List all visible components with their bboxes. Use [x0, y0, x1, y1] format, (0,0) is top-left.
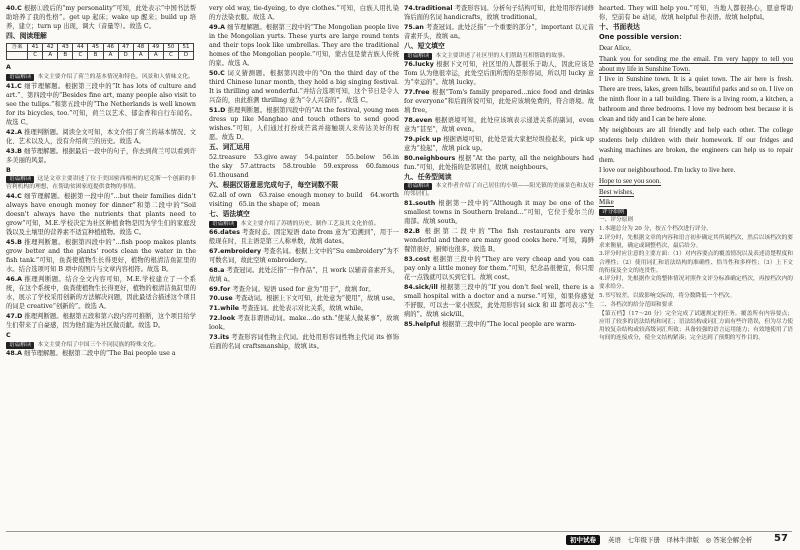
answer-explanation	[404, 283, 594, 319]
question-number: 85.helpful	[404, 320, 440, 328]
sample-letter-line	[599, 176, 793, 186]
passage-intro	[599, 208, 793, 216]
text-content: 考查冠词。此处泛指“一件作品”，且 work 以辅音音素开头，故填 a。	[209, 266, 399, 283]
text-content: 根据“At the party, all the neighbours had fun.”可知，此处指的是邻居们，故填 neighbours。	[404, 154, 594, 171]
question-number: 76.lucky	[404, 61, 434, 69]
text-content: 根据语境可知，此处是说大家把垃圾捡起来，pick up 意为“捡起”，故填 pick up。	[404, 135, 594, 152]
answer-explanation	[209, 314, 399, 332]
question-number: 72.look	[209, 314, 236, 322]
text-content: My neighbours are all friendly and help each other. The college students help children with their homework. If our fridges and washing machines are broken, the engineers can help us to repair them.	[599, 125, 793, 164]
scoring-note	[599, 234, 793, 250]
answer-explanation	[209, 228, 399, 246]
answer-table-cell: 51	[178, 44, 193, 52]
text-content: 推理判断题。根据第五段和第六段内容可推断，这个项目给学生们带来了自豪感，因为他们能为社区做贡献。故选 D。	[6, 312, 196, 330]
question-number: 82.B	[404, 227, 420, 235]
sample-letter-line	[599, 125, 793, 165]
question-number: 83.cost	[404, 255, 430, 263]
sample-letter-line	[599, 197, 793, 207]
scoring-note	[599, 310, 793, 342]
text-content: 推理判断题。阅读全文可知，本文介绍了荷兰的基本情况、文化、艺术以及人，没有介绍荷兰的历史。故选 A。	[6, 128, 196, 145]
sample-letter-line	[599, 165, 793, 175]
passage-intro	[404, 182, 594, 198]
text-content: I love our neighbourhood. I'm lucky to live here.	[599, 166, 736, 175]
answer-explanation	[6, 349, 196, 358]
question-number: 46.A	[6, 276, 23, 283]
text-content: 五、词汇运用	[209, 143, 250, 152]
question-number: 66.dates	[209, 229, 240, 237]
text-content: 细节理解题。根据第三段中的“The Mongolian people live in the Mongolian yurts. These yurts are large round tents and their tops look like umbrellas. They are the traditional homes of the Mongolian people.”可知，蒙古包是蒙古族人传统的家。故选 A。	[209, 23, 399, 68]
answer-table-cell: A	[43, 52, 58, 60]
question-number: 80.neighbours	[404, 154, 456, 162]
question-number: 84.sick/ill	[404, 283, 438, 291]
scoring-note	[599, 250, 793, 274]
section-heading	[209, 181, 399, 190]
answer-explanation	[6, 238, 196, 274]
section-tag: 语篇解读	[6, 176, 34, 183]
text-content: 1.本题总分为 20 分，按五个档次进行评分。	[599, 226, 712, 232]
section-heading	[404, 42, 594, 51]
answer-table-cell: 44	[73, 44, 88, 52]
text-content: 根据第三段中的“The local people are warm-	[441, 320, 577, 328]
answer-explanation	[209, 285, 399, 294]
question-number: 42.A	[6, 128, 23, 136]
question-number: 75.an	[404, 23, 424, 31]
answer-explanation	[404, 135, 594, 153]
answer-table-cell: 答案	[7, 44, 28, 52]
scoring-note	[599, 225, 793, 233]
text-content: Dear Alice,	[599, 43, 631, 52]
question-number: 70.use	[209, 295, 233, 303]
text-content: 根据第三段中的“They are very cheap and you can pay only a little money for them.”可知，纪念品很便宜，你只需花一点钱就可以买到它们。故填 cost。	[404, 255, 594, 281]
passage-letter	[6, 166, 196, 175]
answer-table-cell: A	[133, 52, 148, 60]
text-content: 考查形容词性物主代词。此处用形容词性物主代词 its 修饰后面的名词 craftsmanship，故填 its。	[209, 333, 399, 350]
passage-intro	[6, 73, 196, 81]
text-content: 细节理解题。根据第一段中的“...but their families didn't always have enough money for dinner”和第二段中的“Soil doesn't always have the nutrients that plants need to grow”可知，M.E.学校决定为社区种植食物是因为学生们的家庭没钱以及土壤里的营养素不适宜种植植物。故选 C。	[6, 192, 196, 237]
page-footer	[0, 530, 800, 548]
text-content: 本文主要介绍了荷兰的基本情况和特色，风景和人情味文化。	[37, 74, 194, 81]
text-content: 52.treasure 53.give away 54.painter 55.below 56.in the sky 57.attracts 58.trouble 59.express 60.famous 61.thousand	[209, 153, 406, 180]
text-content: 根据第三段中的“If you don't feel well, there is a small hospital with a doctor and a nurse.”可知，如果你感觉不舒服，可以去一家小医院，此处用形容词 sick 和 ill 都可表示“生病的”。故填 sick/ill。	[404, 283, 594, 318]
section-heading	[599, 33, 793, 42]
question-number: 40.C	[6, 5, 22, 12]
text-content: 细节理解题。根据第三段中的“It has lots of culture and art.”、第四段中的“Besides fine art, many people also visit to see the tulips.”和第五段中的“The Netherlands is well known for its bicycles, too.”可知，荷兰以艺术、郁金香和自行车闻名。故选 C。	[6, 82, 196, 127]
text-content: 词义猜测题。根据第四段中的“On the third day of the third Chinese lunar month, they hold a big singing festival. It is thrilling and wonderful.”并结合选项可知，这个节日是令人兴奋的，由此推测 thrilling 意为“令人兴奋的”。故选 C。	[209, 69, 399, 105]
question-number: 51.D	[209, 106, 226, 114]
text-content: 考查非谓语动词。make...do sth.“使某人做某事”，故填 look。	[209, 314, 399, 331]
answer-table-cell: C	[73, 52, 88, 60]
answer-explanation	[209, 153, 406, 180]
answer-table	[6, 43, 194, 60]
text-content: 一、评分原则	[599, 217, 634, 224]
answer-explanation	[6, 275, 196, 311]
text-content: 4.评分时，先根据作文的整体情况对照作文评分标准确定档次，再按档次内的要求给分。	[599, 276, 793, 291]
sample-letter-line	[599, 54, 793, 74]
question-number: 43.B	[6, 147, 22, 155]
section-heading	[209, 143, 399, 152]
question-number: 73.its	[209, 333, 230, 341]
text-content: 考查连词。此处表示对比关系，故填 while。	[241, 305, 368, 313]
text-content: 考查时态。固定短语 date from 意为“追溯到”，用于一般现在时，且主语是第三人称单数，故填 dates。	[209, 229, 399, 246]
answer-explanation	[404, 199, 594, 226]
text-content: 根据下文可知，社区里的人都很乐于助人，因此应该是 Tom 认为他很幸运，此处空后面所需的是形容词，所以用 lucky 意为“幸运的”。故填 lucky。	[404, 61, 594, 87]
question-number: 69.for	[209, 285, 231, 293]
answer-explanation	[209, 69, 399, 105]
answer-table-cell: A	[148, 52, 163, 60]
scoring-note	[599, 275, 793, 291]
answer-explanation	[209, 191, 399, 209]
question-number: 81.south	[404, 200, 436, 208]
text-content: 考查介词。短语 used for 意为“用于”，故填 for。	[232, 285, 375, 293]
sample-letter-line	[599, 43, 793, 53]
section-heading	[599, 23, 793, 32]
answer-explanation	[6, 312, 196, 330]
question-number: 79.pick up	[404, 135, 441, 143]
answer-table-cell: D	[118, 52, 133, 60]
answer-table-cell: 43	[58, 44, 73, 52]
scoring-note	[599, 216, 793, 224]
scoring-note	[599, 292, 793, 300]
text-content: 本文主要介绍了中国三个不同民族的特殊文化。	[37, 341, 160, 348]
passage-intro	[404, 52, 594, 60]
question-number: 49.A	[209, 23, 226, 31]
answer-table-cell: 41	[28, 44, 43, 52]
section-tag: 语篇解读	[6, 74, 34, 81]
section-heading	[6, 32, 196, 41]
answer-table-cell: C	[28, 52, 43, 60]
text-content: 考查名词。根据上文中的“Su embroidery”为不可数名词，故此空填 embroidery。	[209, 248, 399, 265]
question-number: 48.A	[6, 350, 23, 358]
text-content: One possible version：	[599, 33, 686, 42]
text-content: 十、书面表达	[599, 23, 640, 32]
answer-explanation	[404, 154, 594, 172]
answer-table-cell: B	[88, 52, 103, 60]
text-content: 3.评分时应注意的主要方面：（1）对内容要点的覆盖情况以及表述清楚程度和合理性；（2）使用词汇和语法结构的准确性、恰当性和多样性；（3）上下文的衔接及全文的连贯性。	[599, 251, 793, 274]
text-content: hearted. They will help you.”可知，当地人都很热心，愿意帮助你，空前有 be 动词，故填 helpful 作表语。故填 helpful。	[599, 5, 793, 22]
text-content: 这是文章主要讲述了位于美国密西根州的尼克斯一个创新的非营利机构的理想，在帮助贫困家庭提供食物的事情。	[6, 176, 196, 191]
text-content: A	[6, 64, 11, 72]
answer-table-cell: C	[163, 52, 178, 60]
text-content: 2.评分时，先根据文章的内容和语言初步确定其所属档次，然后以该档次的要求来衡量，确定或调整档次，最后给分。	[599, 234, 793, 249]
section-heading	[209, 210, 399, 219]
passage-intro	[209, 220, 399, 228]
question-number: 71.while	[209, 305, 240, 313]
sample-letter-line	[599, 187, 793, 197]
text-content: 本文主要介绍了苏绣的历史、制作工艺及其文化价值。	[240, 220, 380, 227]
text-content: Mike	[599, 198, 614, 207]
footer-info: 英语 七年级下册 译林牛津版 ◎ 答案全解全析	[608, 536, 753, 544]
answer-table-cell: 42	[43, 44, 58, 52]
answer-explanation	[404, 23, 594, 41]
text-content: 考查形容词。分析句子结构可知，此处用形容词修饰后面的名词 handicrafts，故填 traditional。	[404, 5, 594, 22]
text-content: 考查冠词。此处泛指“一个重要的部分”，important 以元音音素开头，故填 an。	[404, 23, 594, 40]
answer-explanation	[209, 333, 399, 351]
answer-explanation	[404, 116, 594, 134]
answer-explanation	[404, 88, 594, 115]
passage-letter	[6, 63, 196, 72]
question-number: 41.C	[6, 82, 22, 90]
answer-explanation	[209, 304, 399, 313]
scoring-note	[599, 301, 793, 309]
text-content: Best wishes,	[599, 187, 634, 196]
answer-explanation	[404, 4, 594, 22]
question-number: 45.B	[6, 239, 22, 247]
section-tag: 语篇解读	[6, 342, 34, 349]
answer-table-cell: B	[58, 52, 73, 60]
question-number: 67.embroidery	[209, 248, 262, 256]
text-content: 5.书写较差，以致影响交际的，将分数降低一个档次。	[599, 293, 736, 300]
answer-explanation	[404, 255, 594, 282]
text-content: 本文作者介绍了自己居住的小镇——阳光镇的美丽景色和友好的邻居们。	[404, 183, 594, 198]
column-4	[599, 4, 793, 528]
text-content: B	[6, 166, 11, 174]
text-content: 细节理解题。根据第二段中的“The Bai people use a	[24, 350, 176, 358]
question-number: 77.free	[404, 89, 430, 97]
question-number: 74.traditional	[404, 5, 453, 12]
answer-explanation	[599, 4, 793, 22]
answer-explanation	[209, 106, 399, 142]
text-content: 根据语境可知，此处应该填表示递进关系的副词，even 意为“甚至”，故填 even。	[404, 117, 594, 134]
answer-explanation	[6, 192, 196, 237]
text-content: 根据第二段中的“The fish restaurants are very wonderful and there are many good cooks here.”可知，海鲜餐馆很好，厨师也很多。故选 B。	[404, 227, 594, 254]
text-content: 62.all of own 63.raise enough money to build 64.worth visiting 65.in the shape of；mean	[209, 191, 399, 208]
passage-intro	[6, 175, 196, 191]
column-3	[404, 4, 594, 528]
text-content: Hope to see you soon.	[599, 176, 662, 185]
answer-table-cell: A	[103, 52, 118, 60]
question-number: 78.even	[404, 117, 433, 124]
text-content: 六、根据汉语意思完成句子，每空词数不限	[209, 181, 339, 190]
answer-table-cell: 49	[148, 44, 163, 52]
answer-table-row	[7, 44, 194, 52]
column-2	[209, 4, 406, 528]
text-content: 七、语法填空	[209, 210, 250, 219]
answer-explanation	[209, 266, 399, 284]
column-1	[6, 4, 196, 528]
text-content: 根据①段后的“my personality”可知，此处表示“中国书法帮助培养了我的性格”。get up 起床；wake up 醒来；build up 培养，建立；turn up 出现，调大（音量等）。故选 C。	[6, 5, 196, 31]
text-content: I live in Sunshine town. It is a quiet town. The air here is fresh. There are trees, lakes, green hills, beautiful parks and so on. I live on the ninth floor in a tall building. There is a living room, a kitchen, a bathroom and three bedrooms. I love my bedroom best because it is clean and tidy and I can be here alone.	[599, 75, 793, 124]
text-content: 推理判断题。结合全文内容可知，M.E.学校建立了一个系统，在这个系统中，鱼粪使植物生长得更好，植物的根清洁鱼缸里的水，展示了学校采用创新的方法解决问题，因此最适合描述这个项目的词是 creative“创新的”。故选 A。	[6, 276, 196, 311]
answer-explanation	[404, 320, 594, 329]
section-heading	[404, 173, 594, 182]
page-number: 57	[774, 533, 788, 544]
answer-explanation	[209, 247, 399, 265]
answer-explanation	[209, 294, 399, 303]
text-content: very old way, tie-dyeing, to dye clothes.”可知，白族人用扎染的方法染衣服。故选 A。	[209, 5, 399, 22]
answer-table-cell: 47	[118, 44, 133, 52]
section-tag: 语篇解读	[209, 221, 237, 228]
text-content: 【第五档】（17～20 分）完全完成了试题规定的任务。覆盖所有内容要点；应用了较多的语法结构和词汇；语法结构或词汇方面有些许错误，但为尽力使用较复杂结构或较高级词汇所致；具备较强的语言运用能力；有效地使用了语句间的连接成分，使全文结构紧凑；完全达到了预期的写作目的。	[599, 310, 793, 341]
section-tag: 语篇解读	[404, 53, 432, 60]
text-content: C	[6, 332, 11, 340]
text-content: 根据第一段中的“Although it may be one of the smallest towns in Southern Ireland...”可知，它位于爱尔兰的南部。故填 south。	[404, 200, 594, 226]
answer-explanation	[209, 23, 399, 68]
text-content: 八、短文填空	[404, 41, 445, 50]
answer-explanation	[404, 60, 594, 87]
text-content: 细节理解题。根据最后一段中的句子，你去到荷兰可以看到许多美丽的风景。	[6, 147, 196, 164]
answer-explanation	[6, 147, 196, 165]
question-number: 47.D	[6, 312, 23, 320]
question-number: 50.C	[209, 69, 225, 77]
answer-explanation	[6, 4, 196, 31]
text-content: 推理判断题。根据第四段中的“...fish poop makes plants grow better and the plants' roots clean the water in the fish tank.”可知，鱼粪使植物生长得更好，植物的根清洁鱼缸里的水。结合选项可知 B 项中的图片与文章内容相符。故选 B。	[6, 239, 196, 274]
footer-brand: 初中试卷	[566, 535, 600, 545]
answer-explanation	[6, 82, 196, 127]
passage-letter	[6, 331, 196, 340]
answer-explanation	[404, 227, 594, 254]
text-content: Thank you for sending me the email. I'm very happy to tell you about my life in Sunshine Town.	[599, 54, 793, 73]
answer-explanation	[209, 4, 399, 22]
text-content: 二、各档次的给分范围和要求	[599, 301, 673, 308]
text-content: 根据“Tom's family prepared...nice food and drinks for everyone”和后面所说可知，此处应该填免费的，符合语境。故填 free。	[404, 89, 594, 115]
text-content: 九、任务型阅读	[404, 172, 452, 181]
text-content: 推理判断题。根据第四段中的“At the festival, young men dress up like Manghao and touch others to send good wishes.”可知，人们通过打扮成芒蒿并接触别人来传达美好的祝愿。故选 D。	[209, 106, 399, 142]
section-tag: 语篇解读	[404, 183, 432, 190]
question-number: 68.a	[209, 266, 225, 274]
footer-rule	[6, 531, 792, 532]
answer-table-cell: 48	[133, 44, 148, 52]
text-content: 考查动词。根据上下文可知，此处意为“使用”，故填 use。	[234, 295, 399, 303]
passage-intro	[6, 341, 196, 349]
sample-letter-line	[599, 74, 793, 124]
text-content: 本文主要讲述了社区里的人们帮助互相帮助的故事。	[435, 52, 569, 59]
answer-table-cell: 46	[103, 44, 118, 52]
answer-table-row	[7, 52, 194, 60]
answer-table-cell	[7, 52, 28, 60]
section-tag: 评分细则	[599, 209, 627, 216]
question-number: 44.C	[6, 192, 22, 200]
answer-table-cell: 50	[163, 44, 178, 52]
answer-table-cell: D	[178, 52, 193, 60]
text-content: 四、阅读理解	[6, 32, 47, 41]
answer-table-cell: 45	[88, 44, 103, 52]
answer-explanation	[6, 128, 196, 146]
